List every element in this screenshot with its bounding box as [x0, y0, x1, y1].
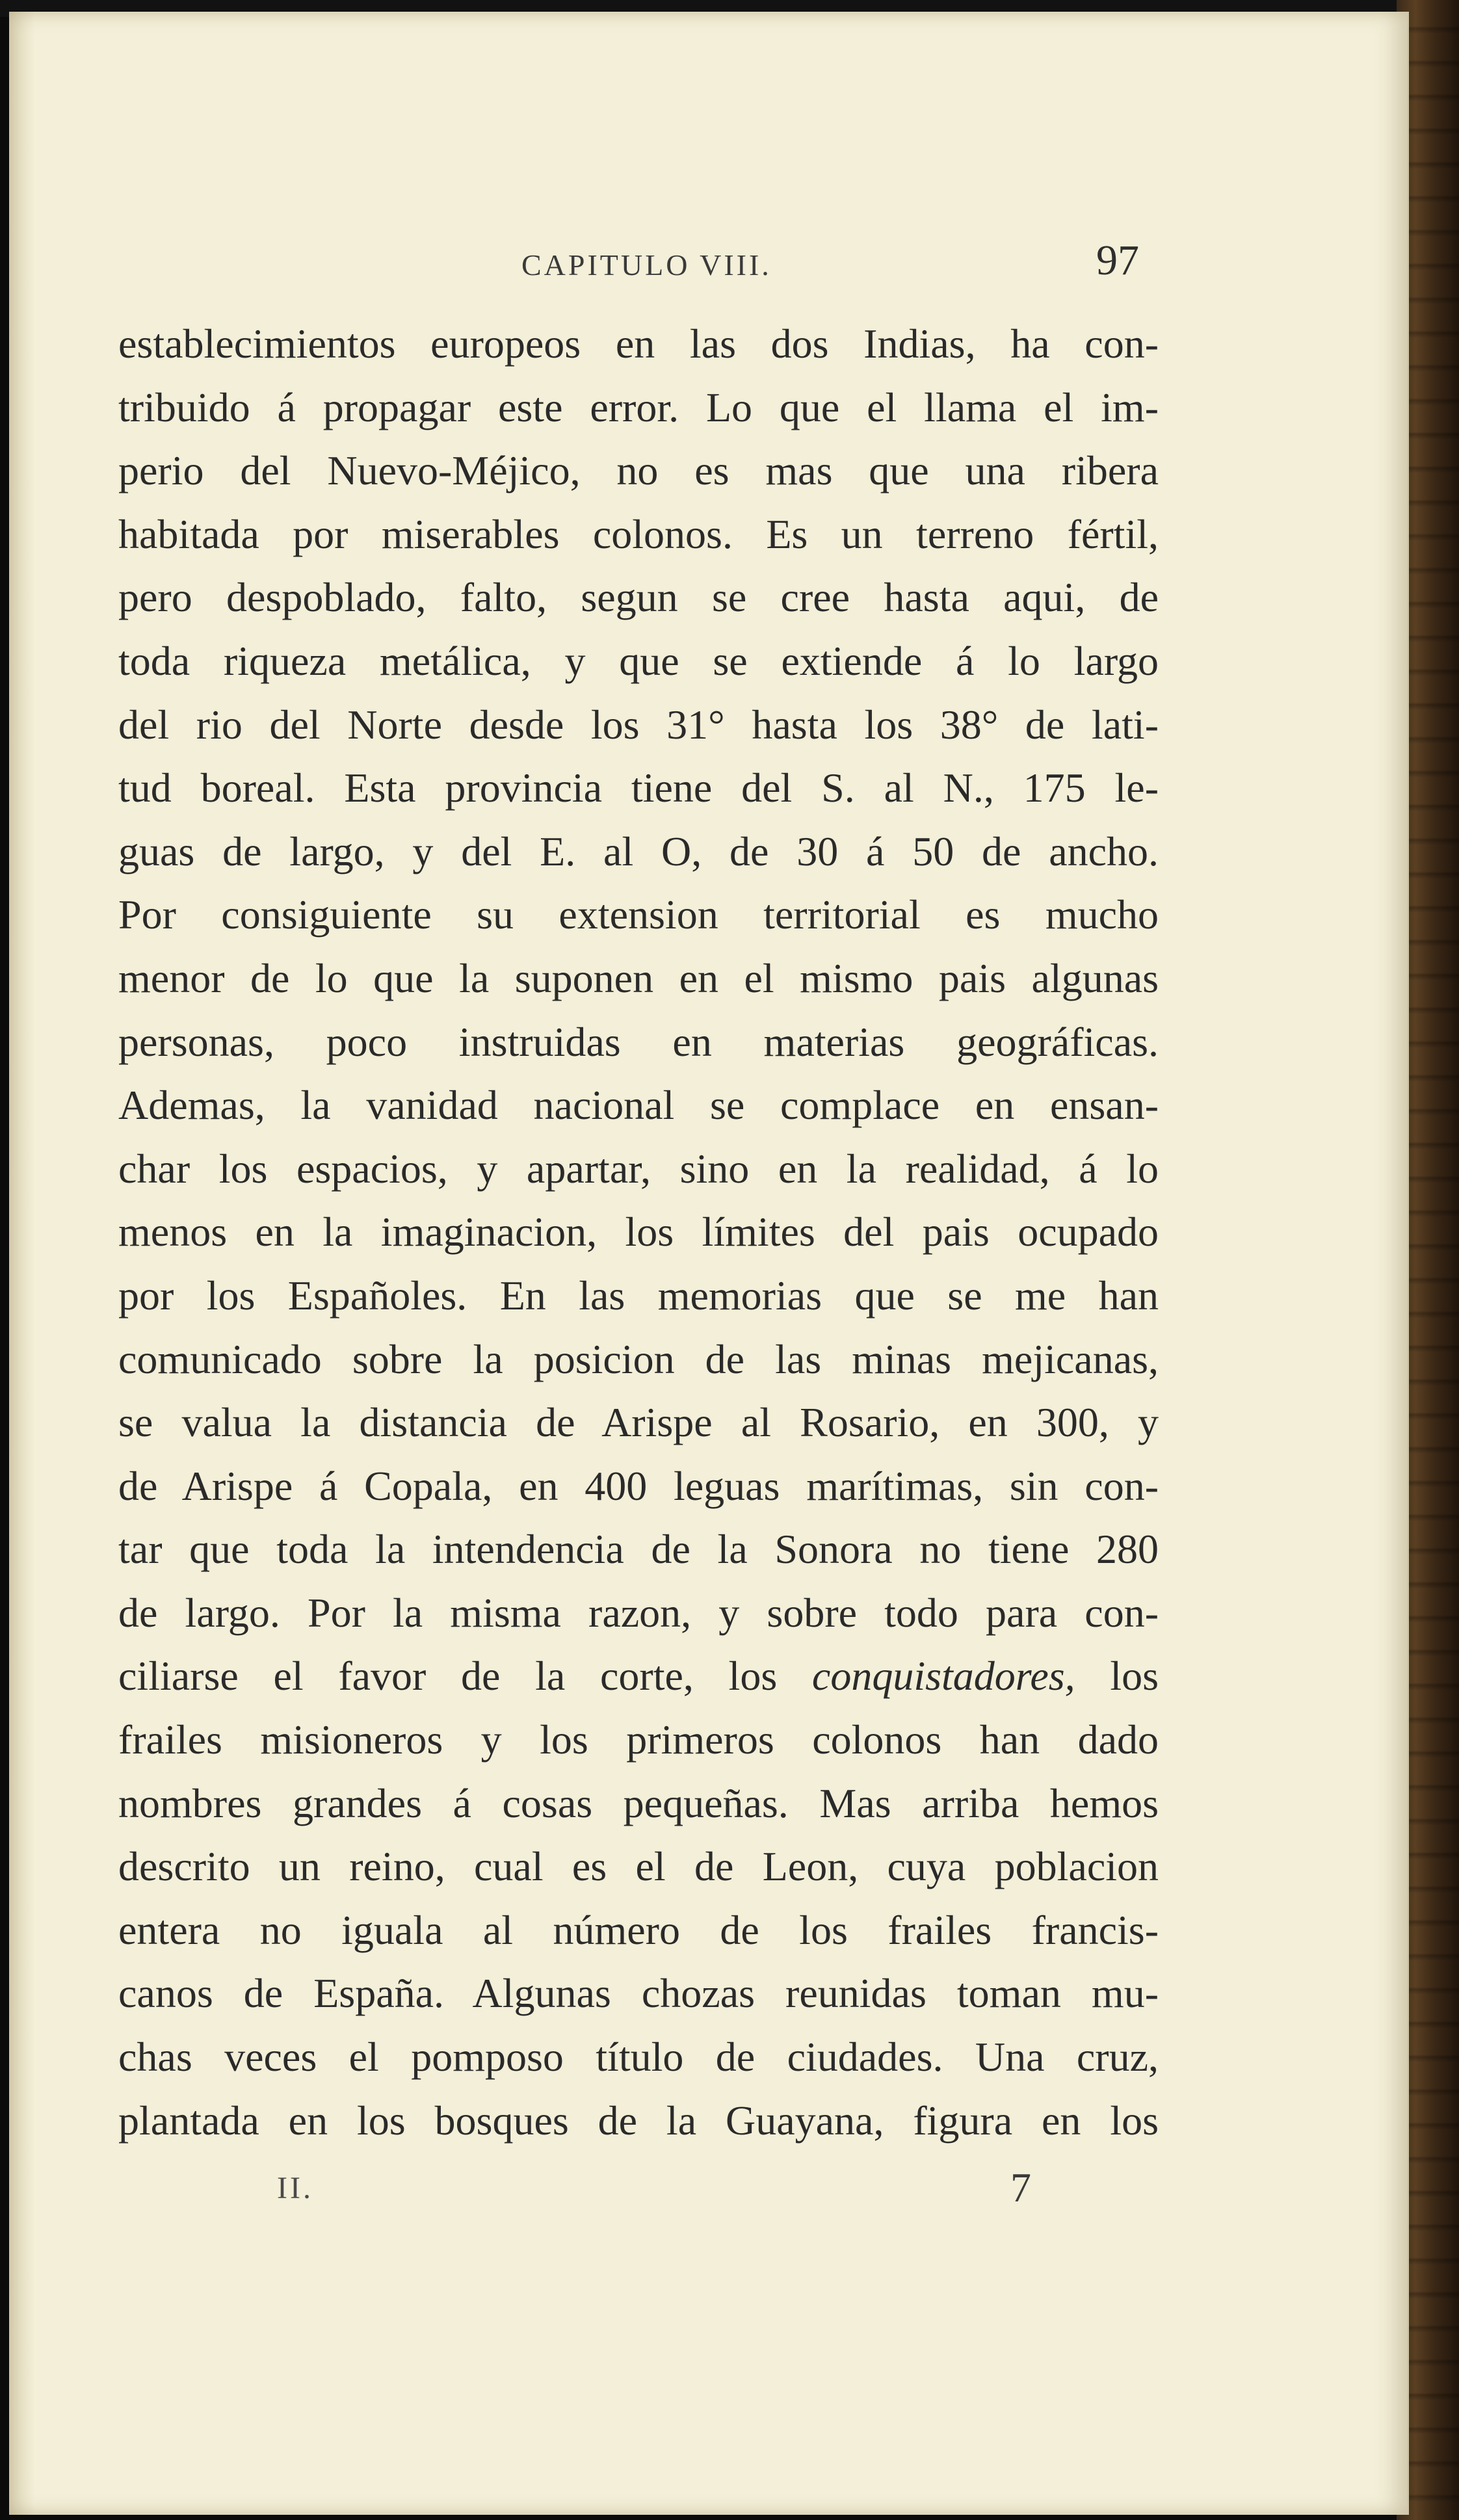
- text-line: canos de España. Algunas chozas reunidas toman mu-: [118, 1970, 1159, 2017]
- text-line: Ademas, la vanidad nacional se complace en ensan-: [118, 1082, 1159, 1129]
- page-number: 97: [1096, 237, 1139, 284]
- text-line: comunicado sobre la posicion de las minas mejicanas,: [118, 1335, 1159, 1382]
- text-line: se valua la distancia de Arispe al Rosario, en 300, y: [118, 1399, 1159, 1446]
- text-line: descrito un reino, cual es el de Leon, cuya poblacion: [118, 1843, 1159, 1890]
- text-line: perio del Nuevo-Méjico, no es mas que una ribera: [118, 447, 1159, 494]
- text-line: Por consiguiente su extension territorial es mucho: [118, 891, 1159, 938]
- signature-mark: II.: [277, 2171, 313, 2205]
- text-line: char los espacios, y apartar, sino en la realidad, á lo: [118, 1145, 1159, 1192]
- text-segment: ciliarse el favor de la corte, los: [118, 1653, 812, 1700]
- running-head: [9, 236, 1407, 301]
- page-footer: [9, 2164, 1407, 2242]
- text-line: plantada en los bosques de la Guayana, figura en los: [118, 2097, 1159, 2144]
- body-text: [118, 312, 1159, 2152]
- text-line: habitada por miserables colonos. Es un terreno fértil,: [118, 510, 1159, 557]
- signature-number: 7: [1010, 2164, 1031, 2211]
- text-line: tar que toda la intendencia de la Sonora no tiene 280: [118, 1526, 1159, 1573]
- text-line: tribuido á propagar este error. Lo que el llama el im-: [118, 384, 1159, 430]
- text-line: menos en la imaginacion, los límites del pais ocupado: [118, 1209, 1159, 1255]
- text-line: pero despoblado, falto, segun se cree hasta aqui, de: [118, 574, 1159, 621]
- text-line: guas de largo, y del E. al O, de 30 á 50 de ancho.: [118, 828, 1159, 874]
- text-segment: los: [1075, 1653, 1159, 1700]
- text-line: menor de lo que la suponen en el mismo pais algunas: [118, 954, 1159, 1001]
- page-gutter-shadow: [9, 12, 35, 2515]
- text-line: entera no iguala al número de los frailes francis-: [118, 1906, 1159, 1953]
- text-line: frailes misioneros y los primeros colonos han dado: [118, 1716, 1159, 1763]
- text-line: nombres grandes á cosas pequeñas. Mas arriba hemos: [118, 1779, 1159, 1826]
- text-line: del rio del Norte desde los 31° hasta los 38° de lati-: [118, 701, 1159, 748]
- text-line-with-emphasis: [118, 1644, 1159, 1708]
- text-line: chas veces el pomposo título de ciudades. Una cruz,: [118, 2034, 1159, 2080]
- chapter-title: CAPITULO VIII.: [521, 248, 772, 282]
- text-line: establecimientos europeos en las dos Indias, ha con-: [118, 321, 1159, 367]
- text-line: por los Españoles. En las memorias que se me han: [118, 1272, 1159, 1319]
- text-line: de largo. Por la misma razon, y sobre todo para con-: [118, 1589, 1159, 1636]
- emphasized-term: conquistadores,: [811, 1653, 1075, 1700]
- text-line: de Arispe á Copala, en 400 leguas marítimas, sin con-: [118, 1462, 1159, 1509]
- text-line: tud boreal. Esta provincia tiene del S. al N., 175 le-: [118, 765, 1159, 811]
- text-line: personas, poco instruidas en materias geográficas.: [118, 1018, 1159, 1065]
- book-page: [9, 12, 1409, 2515]
- text-line: toda riqueza metálica, y que se extiende á lo largo: [118, 637, 1159, 684]
